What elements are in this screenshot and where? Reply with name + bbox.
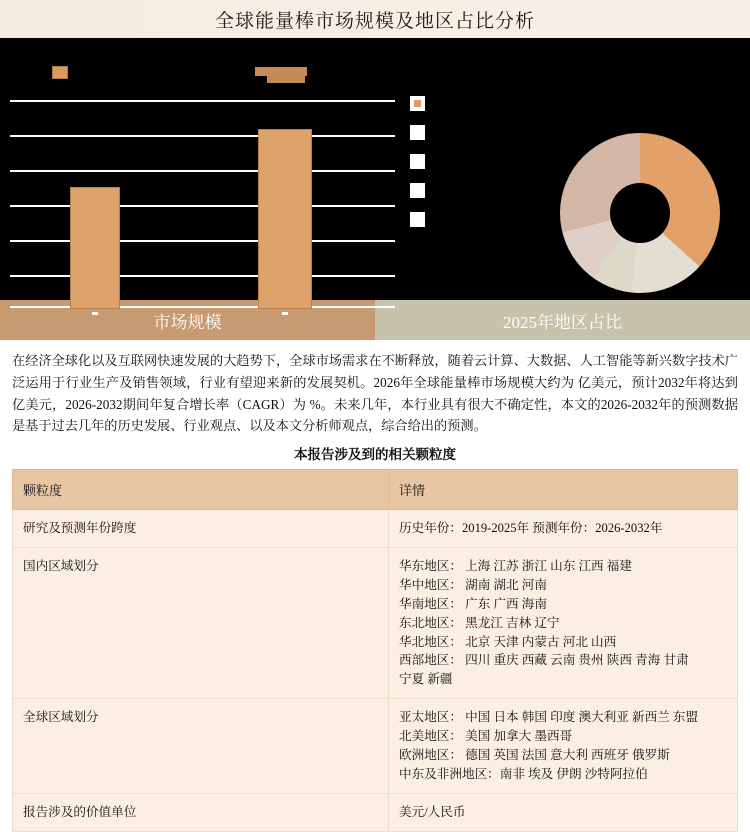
legend-item-1 [410,96,425,111]
detail-line: 华南地区： 广东 广西 海南 [399,596,547,611]
x-axis-tick [92,312,98,315]
donut-chart-panel [560,133,720,293]
row-detail-domestic-regions [389,548,738,699]
bar-chart-legend [0,58,410,88]
summary-paragraph: 在经济全球化以及互联网快速发展的大趋势下，全球市场需求在不断释放，随着云计算、大数据、人工智能等新兴数字技术广泛运用于行业生产及销售领域，行业有望迎来新的发展契机。2026年全球能量棒市场规模大约为 亿美元，预计2032年将达到 亿美元，2026-2032期间年复合增长率（CAGR）为 %。未来几年，本行业具有很大不确定性，本文的2026-2032年的预测数据是基于过去几年的历史发展、行业观点、以及本文分析师观点，综合给出的预测。 [12,353,738,434]
bar-series-1 [70,187,120,309]
page-header [0,0,750,38]
row-name-value-unit: 报告涉及的价值单位 [13,793,389,831]
donut-chart [560,133,720,293]
detail-line: 亚太地区： 中国 日本 韩国 印度 澳大利亚 新西兰 东盟 [399,710,699,725]
legend-item-5 [410,212,425,227]
detail-line: 华东地区： 上海 江苏 浙江 山东 江西 福建 [399,559,632,574]
legend-label-placeholder-2 [267,76,305,83]
detail-line: 欧洲地区： 德国 英国 法国 意大利 西班牙 俄罗斯 [399,748,670,763]
page-title: 全球能量棒市场规模及地区占比分析 [214,10,535,32]
detail-line: 东北地区： 黑龙江 吉林 辽宁 [399,615,560,630]
row-detail-value-unit [389,793,738,831]
bar-chart-panel [0,38,410,300]
table-row [13,548,738,699]
bar-series-2 [258,129,312,309]
detail-line: 宁夏 新疆 [399,672,453,687]
charts-band [0,38,750,300]
legend-swatch-icon [52,66,68,79]
row-detail-global-regions [389,699,738,794]
x-axis-tick [282,312,288,315]
detail-line: 西部地区： 四川 重庆 西藏 云南 贵州 陕西 青海 甘肃 [399,653,689,668]
detail-line: 华北地区： 北京 天津 内蒙古 河北 山西 [399,634,617,649]
detail-line: 北美地区： 美国 加拿大 墨西哥 [399,729,573,744]
table-row [13,510,738,548]
legend-item-4 [410,183,425,198]
granularity-table [12,469,738,832]
table-row [13,793,738,831]
tab-region-share-label: 2025年地区占比 [503,312,622,332]
detail-line: 历史年份：2019-2025年 预测年份：2026-2032年 [399,521,663,536]
legend-item-2 [410,125,425,140]
row-name-global-regions: 全球区域划分 [13,699,389,794]
table-caption: 本报告涉及到的相关颗粒度 [294,447,456,463]
row-detail-years [389,510,738,548]
legend-label-placeholder [255,67,307,76]
tab-market-size-label: 市场规模 [153,312,222,332]
table-header-granularity: 颗粒度 [13,470,389,510]
row-name-years: 研究及预测年份跨度 [13,510,389,548]
legend-item-3 [410,154,425,169]
detail-line: 华中地区： 湖南 湖北 河南 [399,577,547,592]
bar-chart-bars [10,100,395,315]
row-name-domestic-regions: 国内区域划分 [13,548,389,699]
detail-line: 美元/人民币 [399,804,466,819]
table-row [13,699,738,794]
table-header-row [13,470,738,510]
table-header-detail: 详情 [389,470,738,510]
pie-chart-legend [410,96,450,241]
tab-region-share[interactable] [375,300,750,340]
detail-line: 中东及非洲地区：南非 埃及 伊朗 沙特阿拉伯 [399,766,648,781]
